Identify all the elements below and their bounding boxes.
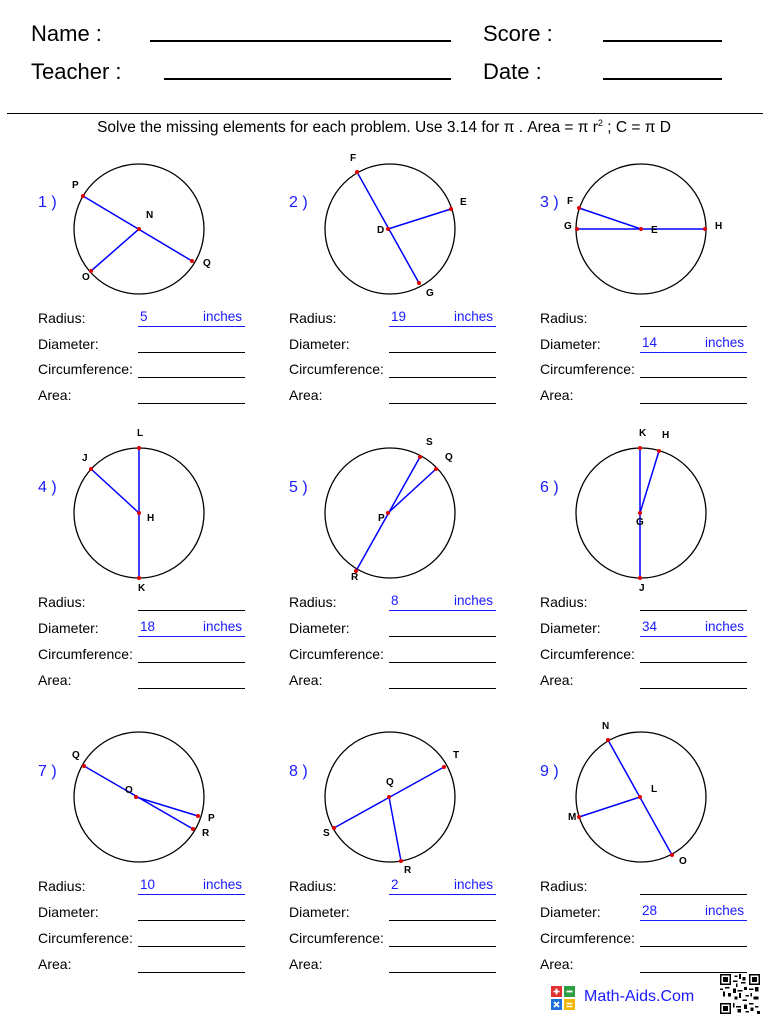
point-label: O <box>125 785 133 796</box>
point-marker <box>606 738 610 742</box>
point-label: R <box>351 572 359 583</box>
radius-answer[interactable] <box>640 877 747 895</box>
unit-label: inches <box>704 903 744 918</box>
point-label: J <box>639 583 645 594</box>
point-label: Q <box>203 258 211 269</box>
circumference-answer[interactable] <box>640 360 747 378</box>
diameter-label: Diameter: <box>540 620 601 636</box>
radius-label: Radius: <box>38 878 86 894</box>
point-label: T <box>453 750 460 761</box>
point-label: N <box>146 210 154 221</box>
diameter-answer[interactable] <box>138 619 245 637</box>
circumference-label: Circumference: <box>289 646 384 662</box>
radius-answer[interactable] <box>640 593 747 611</box>
circumference-answer[interactable] <box>389 929 496 947</box>
diameter-answer[interactable] <box>389 903 496 921</box>
radius-label: Radius: <box>289 594 337 610</box>
radius-label: Radius: <box>540 594 588 610</box>
diameter-answer[interactable] <box>640 903 747 921</box>
circumference-answer[interactable] <box>138 645 245 663</box>
point-label: K <box>138 583 146 594</box>
point-label: E <box>651 225 658 236</box>
area-label: Area: <box>289 956 323 972</box>
date-label: Date : <box>483 59 542 84</box>
diameter-label: Diameter: <box>38 336 99 352</box>
unit-label: inches <box>202 309 242 324</box>
circumference-answer[interactable] <box>389 360 496 378</box>
problem-number: 1 ) <box>38 194 57 211</box>
given-value: 14 <box>642 335 658 350</box>
point-label: K <box>639 428 647 439</box>
point-label: L <box>651 784 658 795</box>
radius-answer[interactable] <box>138 877 245 895</box>
point-label: M <box>568 812 577 823</box>
circumference-label: Circumference: <box>38 361 133 377</box>
problem-number: 5 ) <box>289 479 308 496</box>
diameter-label: Diameter: <box>540 904 601 920</box>
unit-label: inches <box>704 619 744 634</box>
unit-label: inches <box>453 593 493 608</box>
circumference-answer[interactable] <box>138 929 245 947</box>
radius-label: Radius: <box>38 594 86 610</box>
area-label: Area: <box>38 956 72 972</box>
area-answer[interactable] <box>138 671 245 689</box>
area-label: Area: <box>289 387 323 403</box>
point-label: G <box>564 221 572 232</box>
point-label: E <box>460 197 467 208</box>
radius-answer[interactable] <box>640 309 747 327</box>
brand-name: Math-Aids.Com <box>584 988 695 1005</box>
point-label: F <box>567 196 574 207</box>
area-label: Area: <box>38 672 72 688</box>
unit-label: inches <box>202 877 242 892</box>
given-value: 10 <box>140 877 156 892</box>
point-label: Q <box>72 750 80 761</box>
unit-label: inches <box>453 877 493 892</box>
given-value: 19 <box>391 309 407 324</box>
point-label: S <box>323 828 330 839</box>
name-label: Name : <box>31 21 102 46</box>
area-label: Area: <box>38 387 72 403</box>
point-label: G <box>636 517 644 528</box>
radius-label: Radius: <box>540 310 588 326</box>
score-label: Score : <box>483 21 553 46</box>
point-label: P <box>72 180 79 191</box>
given-value: 2 <box>391 877 399 892</box>
unit-label: inches <box>202 619 242 634</box>
problem-number: 4 ) <box>38 479 57 496</box>
point-label: R <box>202 828 210 839</box>
point-label: P <box>378 513 385 524</box>
circumference-label: Circumference: <box>540 361 635 377</box>
circumference-answer[interactable] <box>389 645 496 663</box>
point-label: P <box>208 813 215 824</box>
area-answer[interactable] <box>640 671 747 689</box>
point-label: H <box>715 221 723 232</box>
point-label: G <box>426 288 434 299</box>
diameter-answer[interactable] <box>389 619 496 637</box>
point-label: Q <box>445 452 453 463</box>
diameter-label: Diameter: <box>540 336 601 352</box>
given-value: 34 <box>642 619 658 634</box>
point-label: R <box>404 865 412 876</box>
area-answer[interactable] <box>640 955 747 973</box>
given-value: 8 <box>391 593 399 608</box>
radius-answer[interactable] <box>138 593 245 611</box>
problem-number: 2 ) <box>289 194 308 211</box>
point-label: H <box>147 513 155 524</box>
circumference-label: Circumference: <box>38 646 133 662</box>
area-answer[interactable] <box>138 386 245 404</box>
given-value: 5 <box>140 309 148 324</box>
circumference-answer[interactable] <box>640 645 747 663</box>
instructions-text: Solve the missing elements for each problem. Use 3.14 for π . Area = π r <box>97 119 598 137</box>
diameter-answer[interactable] <box>389 335 496 353</box>
radius-label: Radius: <box>289 878 337 894</box>
circumference-answer[interactable] <box>138 360 245 378</box>
point-marker <box>670 853 674 857</box>
problem-number: 3 ) <box>540 194 559 211</box>
point-label: Q <box>386 777 394 788</box>
point-label: J <box>82 453 88 464</box>
area-answer[interactable] <box>389 671 496 689</box>
unit-label: inches <box>704 335 744 350</box>
teacher-label: Teacher : <box>31 59 122 84</box>
radius-answer[interactable] <box>389 309 496 327</box>
unit-label: inches <box>453 309 493 324</box>
problem-number: 8 ) <box>289 763 308 780</box>
point-marker <box>638 795 642 799</box>
point-label: O <box>82 272 90 283</box>
problem-number: 9 ) <box>540 763 559 780</box>
qr-code-icon <box>720 974 760 1014</box>
area-label: Area: <box>540 387 574 403</box>
area-answer[interactable] <box>640 386 747 404</box>
point-label: O <box>679 856 687 867</box>
radius-label: Radius: <box>289 310 337 326</box>
diameter-answer[interactable] <box>138 903 245 921</box>
radius-label: Radius: <box>540 878 588 894</box>
radius-segment <box>579 797 640 817</box>
circumference-label: Circumference: <box>289 361 384 377</box>
circumference-label: Circumference: <box>289 930 384 946</box>
circumference-answer[interactable] <box>640 929 747 947</box>
point-label: S <box>426 437 433 448</box>
instructions-exponent: 2 <box>597 118 603 128</box>
point-label: L <box>137 428 144 439</box>
instructions-tail: ; C = π D <box>602 119 671 137</box>
calculator-icon <box>551 986 575 1010</box>
point-label: H <box>662 430 670 441</box>
diameter-label: Diameter: <box>38 904 99 920</box>
point-label: D <box>377 225 385 236</box>
point-label: F <box>350 153 357 164</box>
diameter-answer[interactable] <box>138 335 245 353</box>
area-answer[interactable] <box>389 955 496 973</box>
point-marker <box>577 815 581 819</box>
diameter-label: Diameter: <box>289 620 350 636</box>
diameter-label: Diameter: <box>38 620 99 636</box>
given-value: 18 <box>140 619 156 634</box>
diameter-label: Diameter: <box>289 336 350 352</box>
circumference-label: Circumference: <box>540 646 635 662</box>
radius-answer[interactable] <box>389 877 496 895</box>
area-label: Area: <box>540 672 574 688</box>
diameter-label: Diameter: <box>289 904 350 920</box>
problem-number: 6 ) <box>540 479 559 496</box>
diameter-answer[interactable] <box>640 619 747 637</box>
radius-label: Radius: <box>38 310 86 326</box>
area-answer[interactable] <box>389 386 496 404</box>
point-label: N <box>602 721 610 732</box>
circumference-label: Circumference: <box>38 930 133 946</box>
given-value: 28 <box>642 903 658 918</box>
area-answer[interactable] <box>138 955 245 973</box>
area-label: Area: <box>540 956 574 972</box>
area-label: Area: <box>289 672 323 688</box>
diameter-answer[interactable] <box>640 335 747 353</box>
radius-answer[interactable] <box>138 309 245 327</box>
problem-number: 7 ) <box>38 763 57 780</box>
circumference-label: Circumference: <box>540 930 635 946</box>
radius-answer[interactable] <box>389 593 496 611</box>
